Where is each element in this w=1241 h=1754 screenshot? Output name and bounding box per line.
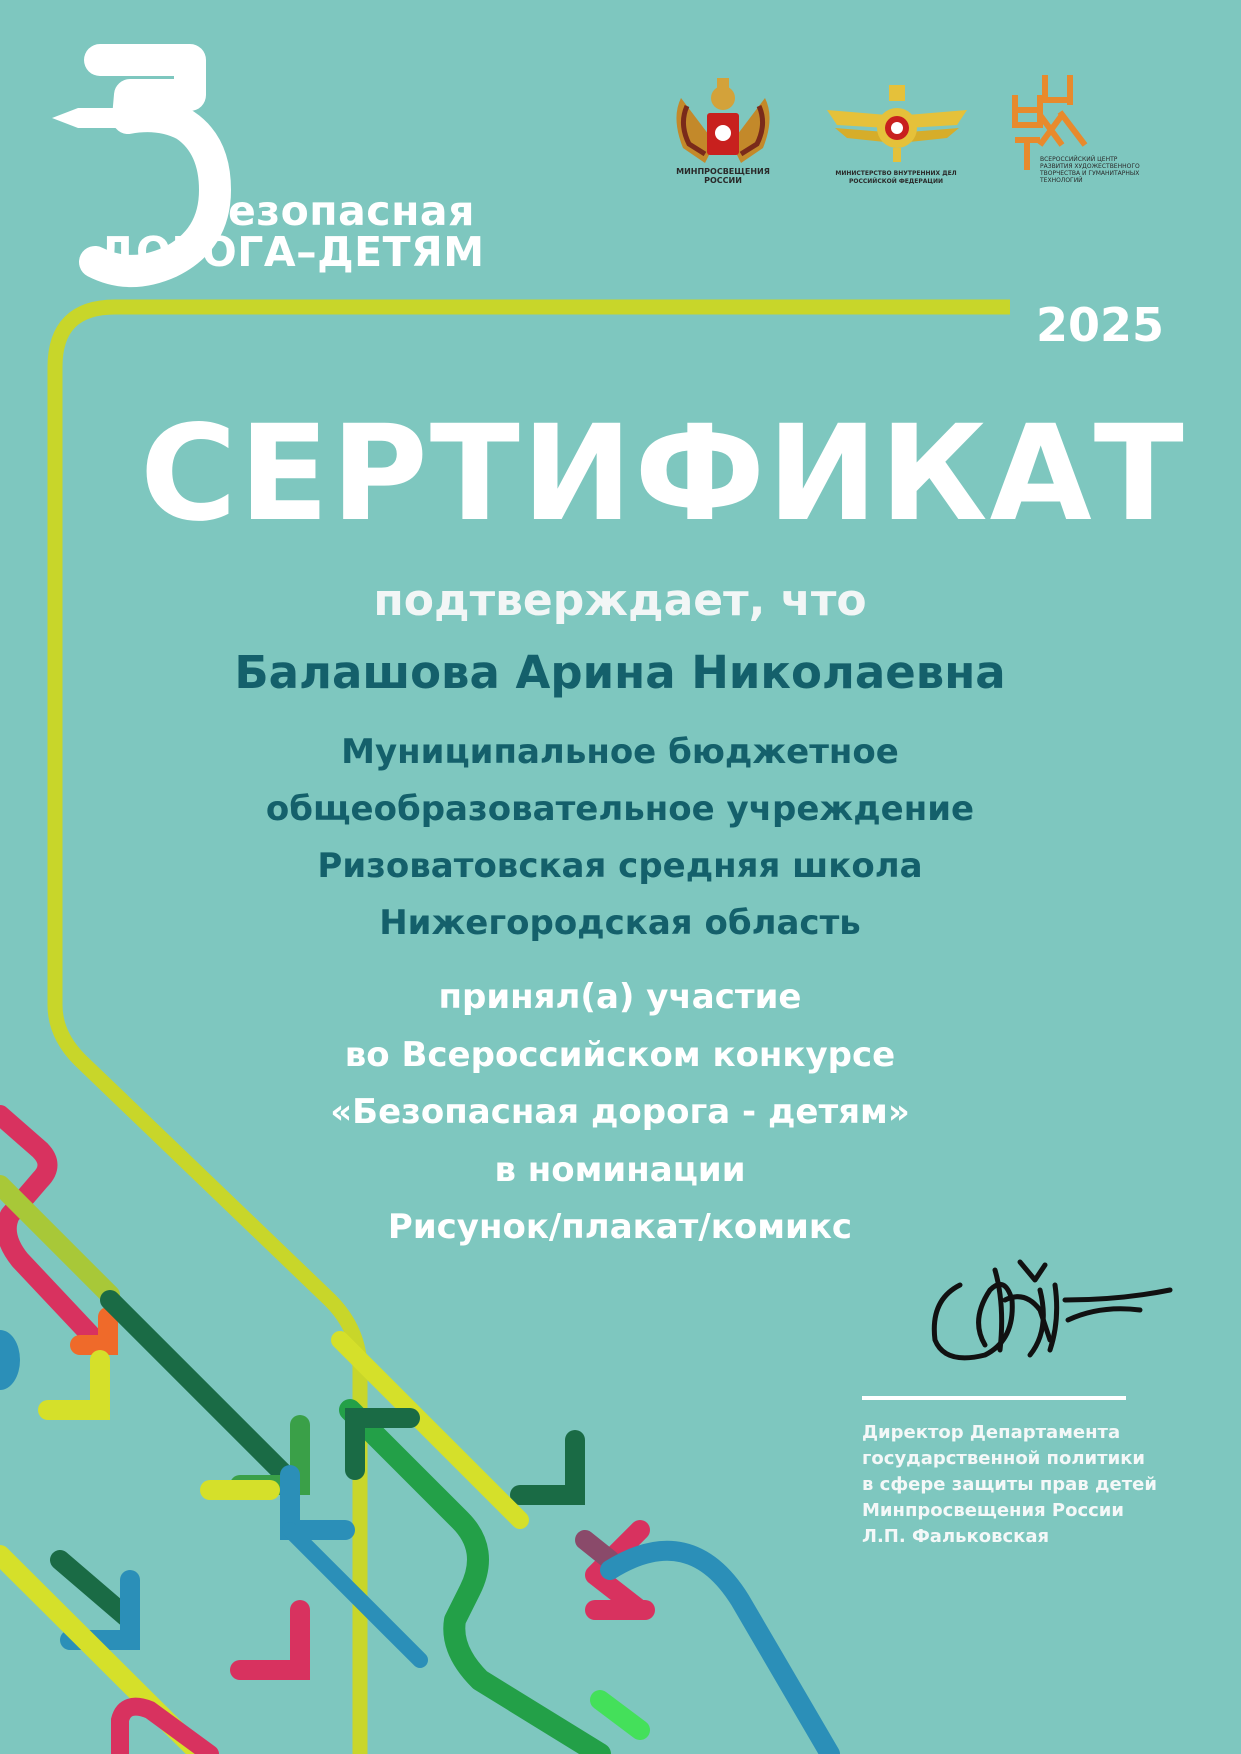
blue-halfcircle bbox=[0, 1330, 20, 1390]
green-chevron-right bbox=[520, 1440, 575, 1495]
organization-line: общеобразовательное учреждение bbox=[265, 789, 975, 829]
participation-block bbox=[140, 969, 1100, 1257]
pink-curve-bottom bbox=[120, 1707, 210, 1754]
dark-green-line-lower bbox=[60, 1560, 130, 1620]
green-dash-bottom bbox=[600, 1700, 640, 1730]
signature-line bbox=[862, 1396, 1126, 1400]
signatory-line: Минпросвещения России bbox=[862, 1500, 1125, 1521]
organization-line: Нижегородская область bbox=[379, 903, 861, 943]
participation-line: «Безопасная дорога - детям» bbox=[330, 1092, 910, 1133]
signatory-line: в сфере защиты прав детей bbox=[862, 1474, 1157, 1495]
signatory-block bbox=[862, 1420, 1157, 1550]
eagle-emblem-icon bbox=[676, 78, 769, 163]
signature-image bbox=[934, 1262, 1170, 1358]
nomination-line: Рисунок/плакат/комикс bbox=[387, 1207, 853, 1248]
signatory-name: Л.П. Фальковская bbox=[862, 1526, 1050, 1547]
organization-line: Муниципальное бюджетное bbox=[341, 732, 899, 772]
logo-text-line2: ДОРОГА–ДЕТЯМ bbox=[99, 228, 485, 276]
signatory-line: государственной политики bbox=[862, 1448, 1146, 1469]
logo-text-line1: езопасная bbox=[228, 187, 475, 235]
participation-line: принял(а) участие bbox=[438, 977, 802, 1017]
participation-line: во Всероссийском конкурсе bbox=[344, 1034, 896, 1075]
green-route-line bbox=[350, 1410, 600, 1754]
recipient-name: Балашова Арина Николаевна bbox=[234, 646, 1006, 699]
partner-caption-vcrht: ВСЕРОССИЙСКИЙ ЦЕНТР РАЗВИТИЯ ХУДОЖЕСТВЕННОГО ТВОРЧЕСТВА И ГУМАНИТАРНЫХ ТЕХНОЛОГИЙ bbox=[1040, 156, 1140, 184]
confirms-text: подтверждает, что bbox=[373, 575, 867, 626]
dark-green-route-line bbox=[110, 1300, 290, 1480]
pink-square-mark bbox=[585, 1540, 610, 1560]
participation-line: в номинации bbox=[494, 1149, 746, 1190]
yellow-arrow bbox=[48, 1360, 100, 1410]
organization-line: Ризоватовская средняя школа bbox=[317, 846, 923, 886]
organization-block bbox=[140, 724, 1100, 952]
partner-caption-mvd: МИНИСТЕРСТВО ВНУТРЕННИХ ДЕЛ РОССИЙСКОЙ ФЕДЕРАЦИИ bbox=[835, 170, 957, 185]
blue-chevron-left bbox=[290, 1475, 345, 1530]
partner-caption-minprosveshcheniya: МИНПРОСВЕЩЕНИЯ РОССИИ bbox=[676, 167, 770, 185]
pink-arrow-lower bbox=[240, 1610, 300, 1670]
year-label: 2025 bbox=[1036, 298, 1165, 352]
certificate-title: СЕРТИФИКАТ bbox=[140, 397, 1186, 551]
mvd-emblem-icon bbox=[827, 85, 967, 162]
signatory-line: Директор Департамента bbox=[862, 1422, 1121, 1443]
